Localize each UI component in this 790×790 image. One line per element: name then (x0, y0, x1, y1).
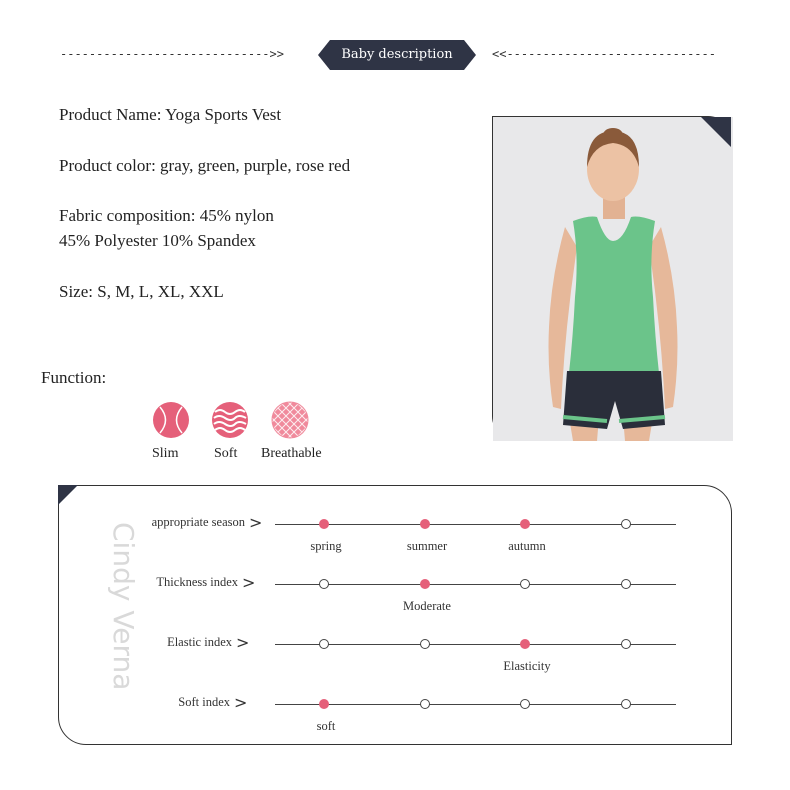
index-value-label: Moderate (403, 599, 451, 613)
wave-icon (211, 401, 249, 439)
function-item-soft: Soft (214, 446, 238, 461)
function-label: Function: (41, 368, 107, 387)
index-label: Soft index (178, 695, 230, 709)
fabric-composition-2: 45% Polyester 10% Spandex (59, 231, 256, 250)
index-dot (420, 699, 430, 709)
index-dot (520, 699, 530, 709)
index-dot (621, 639, 631, 649)
chevron-right-icon: > (234, 693, 248, 712)
header-left-dashes: ----------------------------->> (60, 47, 284, 61)
index-dot (520, 579, 530, 589)
index-track (275, 524, 676, 525)
index-dot (621, 519, 631, 529)
index-dot (621, 579, 631, 589)
index-track (275, 644, 676, 645)
mesh-icon (271, 401, 309, 439)
chevron-right-icon: > (242, 573, 256, 592)
header-banner (318, 40, 476, 70)
photo-corner-accent (701, 117, 731, 147)
product-name: Product Name: Yoga Sports Vest (59, 105, 282, 124)
index-dot (621, 699, 631, 709)
chevron-right-icon: > (236, 633, 250, 652)
index-dot (420, 639, 430, 649)
product-photo (492, 116, 732, 440)
index-track (275, 584, 676, 585)
model-illustration (493, 117, 733, 441)
index-dot (420, 519, 430, 529)
fabric-composition-1: Fabric composition: 45% nylon (59, 206, 274, 225)
product-size: Size: S, M, L, XL, XXL (59, 282, 224, 301)
svg-text:Cindy Verna: Cindy Verna (107, 522, 140, 691)
index-value-label: soft (316, 719, 336, 733)
index-value-label: spring (310, 539, 342, 553)
index-value-label: Elasticity (503, 659, 551, 673)
index-value-label: autumn (508, 539, 546, 553)
function-item-slim: Slim (152, 446, 179, 461)
banner-title: Baby description (341, 47, 453, 62)
header-right-dashes: <<----------------------------- (492, 47, 716, 61)
index-dot (420, 579, 430, 589)
product-color: Product color: gray, green, purple, rose red (59, 156, 351, 175)
ball-icon (152, 401, 190, 439)
index-dot (520, 639, 530, 649)
index-label: Elastic index (167, 635, 232, 649)
index-label: Thickness index (156, 575, 238, 589)
index-label: appropriate season (151, 515, 245, 529)
panel-corner-accent (58, 485, 78, 505)
index-track (275, 704, 676, 705)
brand-watermark (86, 518, 140, 718)
index-dot (520, 519, 530, 529)
index-dot (319, 639, 329, 649)
index-dot (319, 579, 329, 589)
index-value-label: summer (406, 539, 448, 553)
function-item-breathable: Breathable (261, 446, 322, 461)
index-dot (319, 699, 329, 709)
chevron-right-icon: > (249, 513, 263, 532)
index-dot (319, 519, 329, 529)
